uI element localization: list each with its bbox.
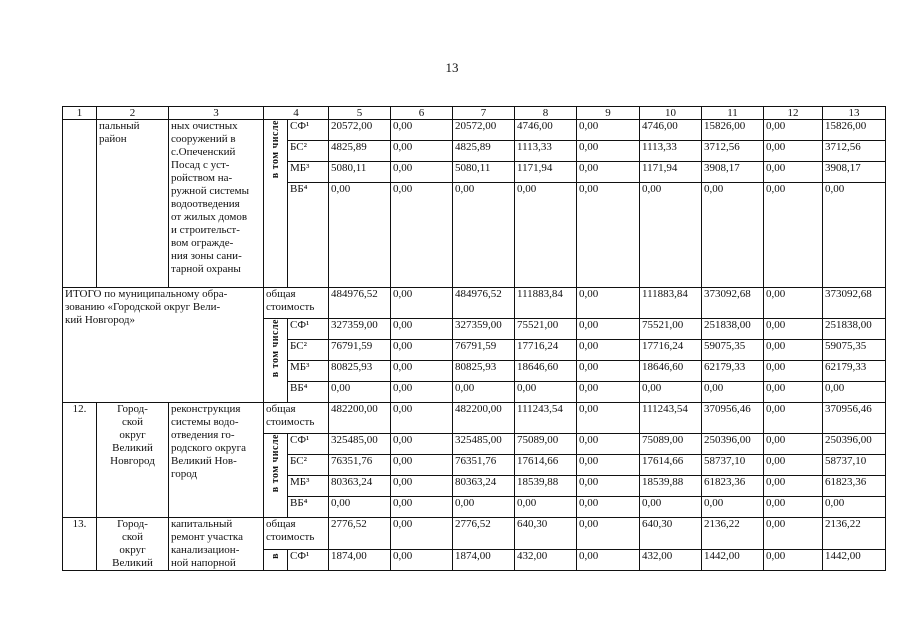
value-cell: 325485,00 (453, 434, 515, 455)
vertical-label-cell (264, 549, 288, 570)
value-cell: 75521,00 (640, 319, 702, 340)
value-cell: 0,00 (764, 403, 823, 434)
value-cell: 0,00 (764, 476, 823, 497)
value-cell: 0,00 (577, 497, 640, 518)
value-cell: 18646,60 (515, 361, 577, 382)
value-cell: 0,00 (764, 455, 823, 476)
source-label: СФ¹ (288, 549, 329, 570)
value-cell: 0,00 (577, 120, 640, 141)
itogo-label: ИТОГО по муниципальному обра- зованию «Городской округ Вели- кий Новгород» (63, 288, 264, 403)
value-cell: 0,00 (764, 183, 823, 288)
vertical-label-cell (264, 319, 288, 403)
value-cell: 0,00 (577, 518, 640, 550)
value-cell: 1113,33 (640, 141, 702, 162)
column-header: 3 (169, 107, 264, 120)
value-cell: 76791,59 (453, 340, 515, 361)
table-body (63, 107, 886, 571)
value-cell: 80825,93 (453, 361, 515, 382)
value-cell: 0,00 (702, 382, 764, 403)
value-cell: 0,00 (515, 183, 577, 288)
value-cell: 0,00 (391, 382, 453, 403)
column-header: 5 (329, 107, 391, 120)
value-cell: 0,00 (764, 319, 823, 340)
value-cell: 15826,00 (823, 120, 886, 141)
value-cell: 4825,89 (453, 141, 515, 162)
municipality-cell: Город- ской округ Великий (97, 518, 169, 571)
value-cell: 0,00 (391, 319, 453, 340)
value-cell: 251838,00 (702, 319, 764, 340)
value-cell: 75089,00 (640, 434, 702, 455)
value-cell: 0,00 (764, 497, 823, 518)
object-description-cell: капитальный ремонт участка канализацион- ной напорной (169, 518, 264, 571)
value-cell: 0,00 (823, 183, 886, 288)
total-cost-label: общая стоимость (264, 518, 329, 550)
value-cell: 61823,36 (702, 476, 764, 497)
value-cell: 327359,00 (453, 319, 515, 340)
value-cell: 0,00 (391, 403, 453, 434)
table-row (63, 518, 886, 550)
value-cell: 0,00 (764, 141, 823, 162)
value-cell: 4825,89 (329, 141, 391, 162)
value-cell: 80363,24 (329, 476, 391, 497)
value-cell: 0,00 (640, 183, 702, 288)
value-cell: 1874,00 (453, 549, 515, 570)
value-cell: 251838,00 (823, 319, 886, 340)
value-cell: 111243,54 (515, 403, 577, 434)
value-cell: 0,00 (515, 382, 577, 403)
value-cell: 62179,33 (702, 361, 764, 382)
value-cell: 1171,94 (640, 162, 702, 183)
value-cell: 17716,24 (515, 340, 577, 361)
row-number-cell: 13. (63, 518, 97, 571)
value-cell: 250396,00 (823, 434, 886, 455)
value-cell: 325485,00 (329, 434, 391, 455)
row-number-cell: 12. (63, 403, 97, 518)
value-cell: 1442,00 (702, 549, 764, 570)
value-cell: 62179,33 (823, 361, 886, 382)
column-header: 1 (63, 107, 97, 120)
value-cell: 3712,56 (823, 141, 886, 162)
value-cell: 2136,22 (823, 518, 886, 550)
value-cell: 0,00 (764, 120, 823, 141)
value-cell: 484976,52 (329, 288, 391, 319)
value-cell: 0,00 (764, 288, 823, 319)
municipality-cell: Город- ской округ Великий Новгород (97, 403, 169, 518)
source-label: СФ¹ (288, 319, 329, 340)
vertical-label: в (270, 552, 281, 559)
value-cell: 75521,00 (515, 319, 577, 340)
value-cell: 0,00 (391, 518, 453, 550)
row-number-cell (63, 120, 97, 288)
column-header: 2 (97, 107, 169, 120)
source-label: БС² (288, 141, 329, 162)
value-cell: 3908,17 (702, 162, 764, 183)
value-cell: 0,00 (391, 141, 453, 162)
value-cell: 0,00 (764, 549, 823, 570)
value-cell: 1874,00 (329, 549, 391, 570)
value-cell: 0,00 (577, 183, 640, 288)
column-header: 4 (264, 107, 329, 120)
total-cost-label: общая стоимость (264, 403, 329, 434)
column-header-row (63, 107, 886, 120)
value-cell: 0,00 (640, 382, 702, 403)
value-cell: 0,00 (391, 434, 453, 455)
value-cell: 15826,00 (702, 120, 764, 141)
value-cell: 80825,93 (329, 361, 391, 382)
column-header: 11 (702, 107, 764, 120)
value-cell: 0,00 (577, 549, 640, 570)
value-cell: 1442,00 (823, 549, 886, 570)
value-cell: 5080,11 (453, 162, 515, 183)
value-cell: 0,00 (764, 434, 823, 455)
value-cell: 0,00 (577, 361, 640, 382)
column-header: 7 (453, 107, 515, 120)
value-cell: 76351,76 (453, 455, 515, 476)
value-cell: 0,00 (702, 183, 764, 288)
table-row (63, 120, 886, 141)
value-cell: 0,00 (577, 403, 640, 434)
value-cell: 432,00 (640, 549, 702, 570)
value-cell: 20572,00 (329, 120, 391, 141)
vertical-label-cell (264, 120, 288, 288)
value-cell: 0,00 (329, 183, 391, 288)
vertical-label: в том числе (270, 319, 281, 378)
source-label: СФ¹ (288, 434, 329, 455)
value-cell: 0,00 (453, 183, 515, 288)
value-cell: 370956,46 (702, 403, 764, 434)
value-cell: 0,00 (577, 162, 640, 183)
value-cell: 0,00 (391, 361, 453, 382)
value-cell: 2136,22 (702, 518, 764, 550)
value-cell: 61823,36 (823, 476, 886, 497)
value-cell: 76791,59 (329, 340, 391, 361)
value-cell: 18646,60 (640, 361, 702, 382)
value-cell: 370956,46 (823, 403, 886, 434)
value-cell: 640,30 (515, 518, 577, 550)
value-cell: 59075,35 (702, 340, 764, 361)
value-cell: 4746,00 (640, 120, 702, 141)
value-cell: 0,00 (391, 288, 453, 319)
value-cell: 20572,00 (453, 120, 515, 141)
value-cell: 3908,17 (823, 162, 886, 183)
value-cell: 111883,84 (515, 288, 577, 319)
value-cell: 482200,00 (329, 403, 391, 434)
value-cell: 0,00 (764, 162, 823, 183)
value-cell: 0,00 (764, 382, 823, 403)
value-cell: 0,00 (764, 361, 823, 382)
value-cell: 0,00 (453, 382, 515, 403)
value-cell: 18539,88 (515, 476, 577, 497)
column-header: 8 (515, 107, 577, 120)
vertical-label: в том числе (270, 120, 281, 179)
value-cell: 18539,88 (640, 476, 702, 497)
source-label: БС² (288, 340, 329, 361)
column-header: 10 (640, 107, 702, 120)
value-cell: 0,00 (453, 497, 515, 518)
column-header: 9 (577, 107, 640, 120)
vertical-label-cell (264, 434, 288, 518)
page-number: 13 (445, 60, 459, 75)
value-cell: 17614,66 (640, 455, 702, 476)
value-cell: 17716,24 (640, 340, 702, 361)
budget-table (62, 106, 886, 571)
value-cell: 0,00 (702, 497, 764, 518)
value-cell: 0,00 (577, 434, 640, 455)
value-cell: 484976,52 (453, 288, 515, 319)
value-cell: 0,00 (329, 382, 391, 403)
value-cell: 0,00 (391, 476, 453, 497)
value-cell: 0,00 (391, 162, 453, 183)
value-cell: 327359,00 (329, 319, 391, 340)
value-cell: 373092,68 (823, 288, 886, 319)
value-cell: 0,00 (764, 340, 823, 361)
value-cell: 3712,56 (702, 141, 764, 162)
municipality-cell: пальный район (97, 120, 169, 288)
value-cell: 0,00 (577, 141, 640, 162)
table-row (63, 288, 886, 319)
value-cell: 0,00 (577, 319, 640, 340)
value-cell: 1171,94 (515, 162, 577, 183)
value-cell: 0,00 (391, 497, 453, 518)
value-cell: 0,00 (823, 497, 886, 518)
value-cell: 0,00 (515, 497, 577, 518)
source-label: МБ³ (288, 162, 329, 183)
source-label: СФ¹ (288, 120, 329, 141)
source-label: ВБ⁴ (288, 183, 329, 288)
value-cell: 17614,66 (515, 455, 577, 476)
value-cell: 640,30 (640, 518, 702, 550)
value-cell: 1113,33 (515, 141, 577, 162)
table-row (63, 403, 886, 434)
object-description-cell: реконструкция системы водо- отведения го- родского округа Великий Нов- город (169, 403, 264, 518)
value-cell: 0,00 (823, 382, 886, 403)
value-cell: 0,00 (577, 455, 640, 476)
value-cell: 0,00 (577, 382, 640, 403)
source-label: МБ³ (288, 476, 329, 497)
value-cell: 0,00 (640, 497, 702, 518)
value-cell: 4746,00 (515, 120, 577, 141)
value-cell: 111243,54 (640, 403, 702, 434)
object-description-cell: ных очистных сооружений в с.Опеченский Посад с уст- ройством на- ружной системы водоотведения от жилых домов и строительст- вом огражде- ния зоны сани- тарной охраны (169, 120, 264, 288)
value-cell: 76351,76 (329, 455, 391, 476)
value-cell: 0,00 (577, 340, 640, 361)
value-cell: 0,00 (329, 497, 391, 518)
value-cell: 58737,10 (823, 455, 886, 476)
column-header: 6 (391, 107, 453, 120)
value-cell: 0,00 (391, 340, 453, 361)
value-cell: 0,00 (391, 455, 453, 476)
value-cell: 0,00 (391, 120, 453, 141)
value-cell: 0,00 (764, 518, 823, 550)
value-cell: 2776,52 (453, 518, 515, 550)
value-cell: 75089,00 (515, 434, 577, 455)
source-label: ВБ⁴ (288, 382, 329, 403)
value-cell: 432,00 (515, 549, 577, 570)
value-cell: 0,00 (577, 476, 640, 497)
column-header: 13 (823, 107, 886, 120)
value-cell: 0,00 (391, 549, 453, 570)
column-header: 12 (764, 107, 823, 120)
value-cell: 250396,00 (702, 434, 764, 455)
source-label: МБ³ (288, 361, 329, 382)
value-cell: 373092,68 (702, 288, 764, 319)
total-cost-label: общая стоимость (264, 288, 329, 319)
value-cell: 80363,24 (453, 476, 515, 497)
value-cell: 2776,52 (329, 518, 391, 550)
value-cell: 5080,11 (329, 162, 391, 183)
value-cell: 58737,10 (702, 455, 764, 476)
source-label: ВБ⁴ (288, 497, 329, 518)
value-cell: 0,00 (391, 183, 453, 288)
value-cell: 482200,00 (453, 403, 515, 434)
source-label: БС² (288, 455, 329, 476)
value-cell: 59075,35 (823, 340, 886, 361)
value-cell: 0,00 (577, 288, 640, 319)
value-cell: 111883,84 (640, 288, 702, 319)
vertical-label: в том числе (270, 434, 281, 493)
